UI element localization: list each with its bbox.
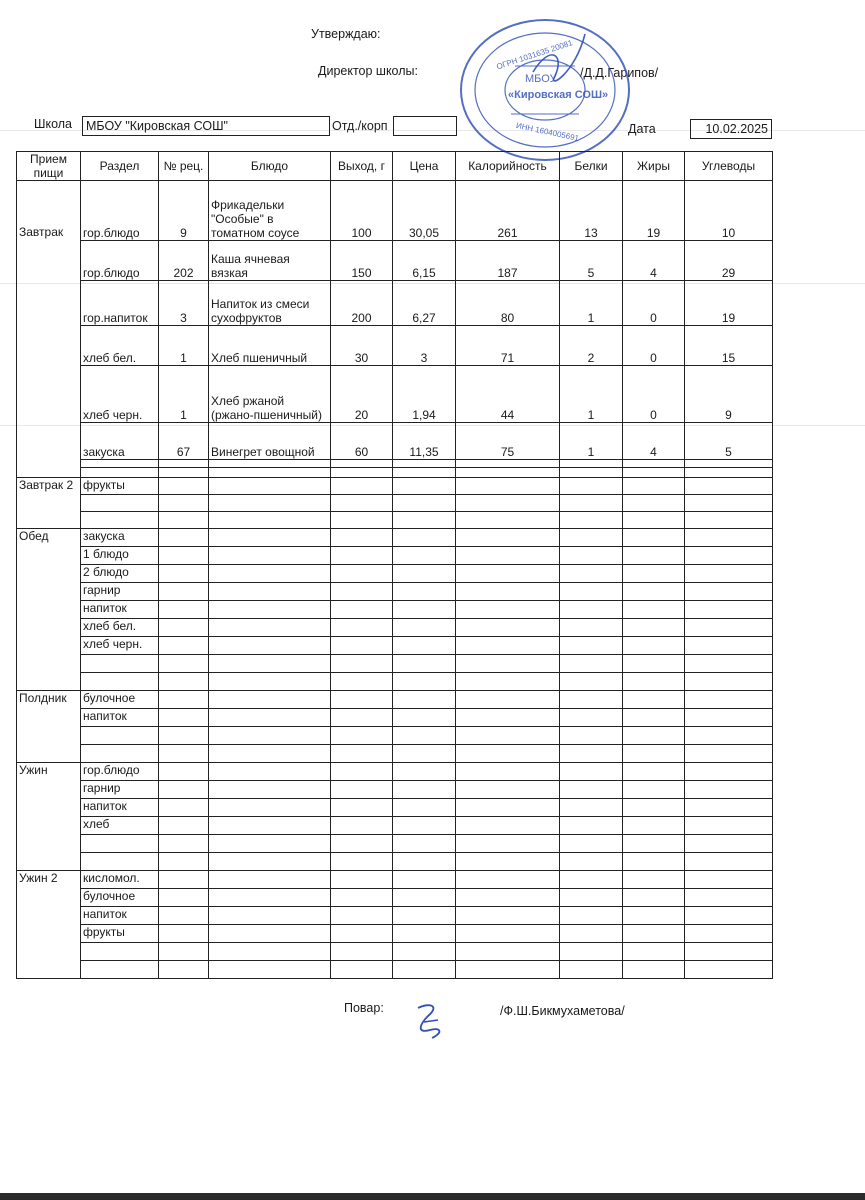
yield-cell: 150: [331, 241, 393, 281]
section-cell: гарнир: [81, 781, 159, 799]
table-row-empty: [17, 495, 773, 512]
svg-text:МБОУ: МБОУ: [525, 73, 557, 85]
col-header-protein: Белки: [560, 152, 623, 181]
table-row: [17, 281, 773, 326]
carbs-cell: 10: [685, 181, 773, 241]
cook-label: Повар:: [344, 1001, 384, 1015]
section-cell: булочное: [81, 889, 159, 907]
cook-name: /Ф.Ш.Бикмухаметова/: [500, 1004, 625, 1018]
meal-dinner-2: Ужин 2: [17, 871, 81, 979]
price-cell: 6,15: [393, 241, 456, 281]
meal-breakfast: Завтрак: [17, 181, 81, 478]
scan-edge: [0, 1193, 865, 1200]
table-row-empty: [17, 468, 773, 478]
protein-cell: 5: [560, 241, 623, 281]
col-header-kcal: Калорийность: [456, 152, 560, 181]
table-row: [17, 817, 773, 835]
school-field[interactable]: МБОУ "Кировская СОШ": [82, 116, 330, 136]
section-cell: напиток: [81, 709, 159, 727]
col-header-dish: Блюдо: [209, 152, 331, 181]
fat-cell: 0: [623, 326, 685, 366]
dish-cell: Хлеб ржаной (ржано-пшеничный): [209, 366, 331, 423]
table-row-empty: [17, 460, 773, 468]
table-row: [17, 781, 773, 799]
date-field[interactable]: 10.02.2025: [690, 119, 772, 139]
fat-cell: 0: [623, 281, 685, 326]
table-row-empty: [17, 512, 773, 529]
table-row: [17, 547, 773, 565]
recipe-cell: 9: [159, 181, 209, 241]
kcal-cell: 187: [456, 241, 560, 281]
section-cell: кисломол.: [81, 871, 159, 889]
section-cell: гор.блюдо: [81, 763, 159, 781]
svg-text:«Кировская СОШ»: «Кировская СОШ»: [508, 89, 609, 101]
col-header-section: Раздел: [81, 152, 159, 181]
section-cell: напиток: [81, 799, 159, 817]
kcal-cell: 75: [456, 423, 560, 460]
protein-cell: 2: [560, 326, 623, 366]
kcal-cell: 71: [456, 326, 560, 366]
section-cell: хлеб черн.: [81, 637, 159, 655]
svg-text:ИНН 1604005691: ИНН 1604005691: [515, 120, 580, 144]
director-label: Директор школы:: [318, 64, 418, 78]
dish-cell: Винегрет овощной: [209, 423, 331, 460]
school-label: Школа: [34, 117, 72, 131]
section-cell: гор.напиток: [81, 281, 159, 326]
table-row: [17, 763, 773, 781]
director-name: /Д.Д.Гарипов/: [580, 66, 659, 80]
protein-cell: 13: [560, 181, 623, 241]
table-row-empty: [17, 961, 773, 979]
section-cell: 2 блюдо: [81, 565, 159, 583]
table-row-empty: [17, 835, 773, 853]
yield-cell: 100: [331, 181, 393, 241]
school-stamp: [455, 14, 635, 164]
table-row-empty: [17, 943, 773, 961]
section-cell: фрукты: [81, 478, 159, 495]
col-header-carbs: Углеводы: [685, 152, 773, 181]
table-row-empty: [17, 745, 773, 763]
table-row: [17, 366, 773, 423]
price-cell: 30,05: [393, 181, 456, 241]
table-row: [17, 637, 773, 655]
section-cell: напиток: [81, 601, 159, 619]
approve-label: Утверждаю:: [311, 27, 381, 41]
table-row: [17, 423, 773, 460]
col-header-fat: Жиры: [623, 152, 685, 181]
section-cell: хлеб бел.: [81, 619, 159, 637]
table-row: [17, 326, 773, 366]
kcal-cell: 80: [456, 281, 560, 326]
table-row: [17, 925, 773, 943]
section-cell: хлеб: [81, 817, 159, 835]
col-header-price: Цена: [393, 152, 456, 181]
col-header-recipe: № рец.: [159, 152, 209, 181]
section-cell: закуска: [81, 529, 159, 547]
carbs-cell: 15: [685, 326, 773, 366]
meal-breakfast-2: Завтрак 2: [17, 478, 81, 529]
table-row: [17, 709, 773, 727]
carbs-cell: 9: [685, 366, 773, 423]
yield-cell: 30: [331, 326, 393, 366]
protein-cell: 1: [560, 366, 623, 423]
section-cell: закуска: [81, 423, 159, 460]
yield-cell: 200: [331, 281, 393, 326]
col-header-yield: Выход, г: [331, 152, 393, 181]
dept-label: Отд./корп: [332, 119, 388, 133]
table-row: [17, 181, 773, 241]
table-row: [17, 241, 773, 281]
meal-lunch: Обед: [17, 529, 81, 691]
section-cell: хлеб бел.: [81, 326, 159, 366]
table-row-empty: [17, 727, 773, 745]
kcal-cell: 261: [456, 181, 560, 241]
recipe-cell: 202: [159, 241, 209, 281]
meal-snack: Полдник: [17, 691, 81, 763]
col-header-meal: Прием пищи: [17, 152, 81, 181]
table-row: [17, 871, 773, 889]
table-row: [17, 478, 773, 495]
recipe-cell: 1: [159, 326, 209, 366]
yield-cell: 60: [331, 423, 393, 460]
fat-cell: 19: [623, 181, 685, 241]
section-cell: напиток: [81, 907, 159, 925]
price-cell: 11,35: [393, 423, 456, 460]
dish-cell: Фрикадельки "Особые" в томатном соусе: [209, 181, 331, 241]
dish-cell: Хлеб пшеничный: [209, 326, 331, 366]
dish-cell: Каша ячневая вязкая: [209, 241, 331, 281]
section-cell: гор.блюдо: [81, 241, 159, 281]
protein-cell: 1: [560, 423, 623, 460]
table-row: [17, 799, 773, 817]
meal-dinner: Ужин: [17, 763, 81, 871]
carbs-cell: 5: [685, 423, 773, 460]
section-cell: гор.блюдо: [81, 181, 159, 241]
table-row: [17, 907, 773, 925]
table-row-empty: [17, 673, 773, 691]
table-row: [17, 565, 773, 583]
dish-cell: Напиток из смеси сухофруктов: [209, 281, 331, 326]
fat-cell: 4: [623, 423, 685, 460]
cook-signature: [410, 1000, 450, 1042]
table-row: [17, 601, 773, 619]
recipe-cell: 1: [159, 366, 209, 423]
section-cell: хлеб черн.: [81, 366, 159, 423]
dept-field[interactable]: [393, 116, 457, 136]
price-cell: 3: [393, 326, 456, 366]
table-row: [17, 529, 773, 547]
price-cell: 1,94: [393, 366, 456, 423]
date-label: Дата: [628, 122, 656, 136]
table-row-empty: [17, 853, 773, 871]
carbs-cell: 29: [685, 241, 773, 281]
fat-cell: 0: [623, 366, 685, 423]
table-row: [17, 583, 773, 601]
table-row: [17, 691, 773, 709]
recipe-cell: 3: [159, 281, 209, 326]
table-row-empty: [17, 655, 773, 673]
price-cell: 6,27: [393, 281, 456, 326]
table-row: [17, 889, 773, 907]
kcal-cell: 44: [456, 366, 560, 423]
svg-text:ОГРН 1031635 20081: ОГРН 1031635 20081: [495, 38, 574, 72]
carbs-cell: 19: [685, 281, 773, 326]
table-header-row: [17, 152, 773, 181]
yield-cell: 20: [331, 366, 393, 423]
section-cell: гарнир: [81, 583, 159, 601]
section-cell: фрукты: [81, 925, 159, 943]
protein-cell: 1: [560, 281, 623, 326]
section-cell: булочное: [81, 691, 159, 709]
recipe-cell: 67: [159, 423, 209, 460]
menu-table: [16, 151, 773, 979]
section-cell: 1 блюдо: [81, 547, 159, 565]
fat-cell: 4: [623, 241, 685, 281]
table-row: [17, 619, 773, 637]
